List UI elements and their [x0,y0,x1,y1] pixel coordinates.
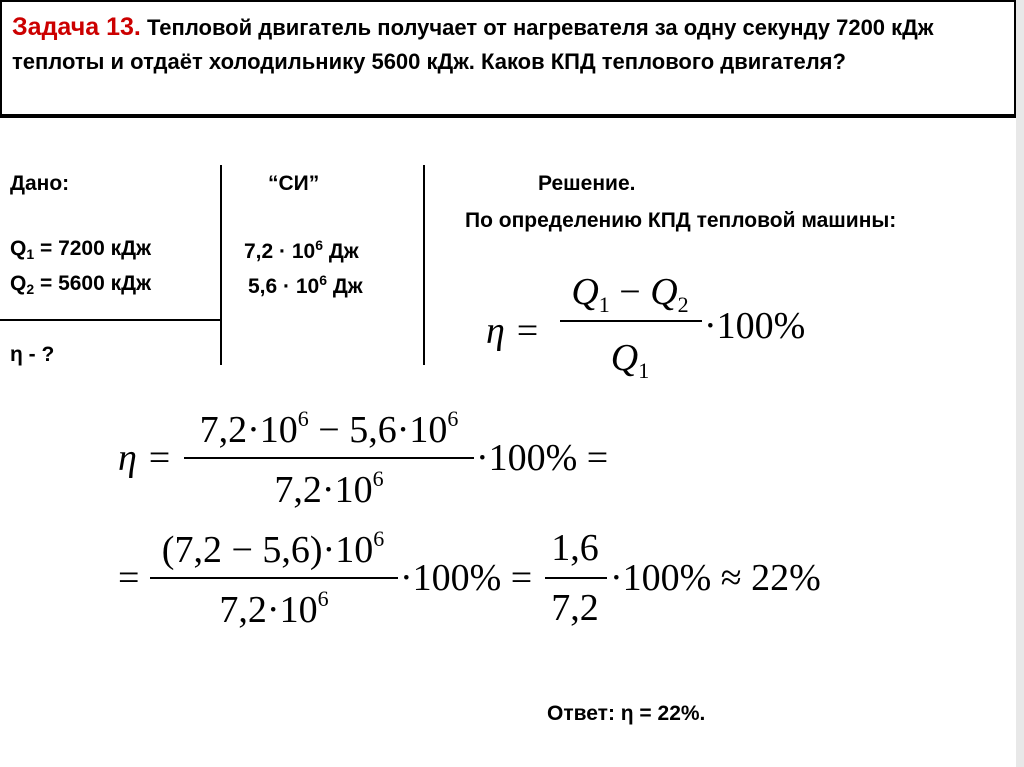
page-edge [1016,0,1024,767]
divider-si-solution [423,165,425,365]
step2-numerator: $(7,2 - 5,6)\cdot 10^6$ [161,526,385,571]
step2-denominator: $7,2\cdot 10^6$ [219,586,329,631]
step1-lhs: η = [118,437,172,479]
formula-fraction-bar [560,320,702,322]
divider-given-si [220,165,222,365]
step2-denominator-2: 7,2 [551,587,599,629]
given-find: η - ? [10,343,55,366]
solution-header: Решение. [538,172,636,195]
step2-lhs: = [118,557,140,599]
answer: Ответ: η = 22%. [547,702,706,725]
task-statement-box [0,0,1016,118]
task-text: Тепловой двигатель получает от нагревателя за одну секунду 7200 кДж теплоты и отдаёт холодильнику 5600 кДж. Каков КПД теплового двигателя? [12,15,934,74]
divider-given-find [0,319,222,321]
given-q2: $Q_2 = 5600$ кДж [10,272,151,297]
step1-denominator: $7,2\cdot 10^6$ [274,466,384,511]
step2-numerator-2: 1,6 [551,527,599,569]
solution-definition: По определению КПД тепловой машины: [465,209,897,232]
formula-lhs: η = [486,310,540,352]
step2-fraction-bar [150,577,398,579]
formula-denominator: $Q_1$ [610,337,650,383]
task-label: Задача 13. [12,13,141,41]
given-header: Дано: [10,172,70,195]
step1-numerator: $7,2\cdot 10^6 - 5,6\cdot 10^6$ [199,406,459,451]
step1-tail: ·100% = [476,437,609,479]
given-q1: $Q_1 = 7200$ кДж [10,237,151,262]
step1-fraction-bar [184,457,474,459]
si-q2: $5,6 \cdot 10^6$ Дж [248,272,363,298]
formula-numerator: $Q_1 - Q_2$ [571,271,689,317]
step2-tail: ·100% ≈ 22% [610,557,821,599]
formula-tail: ·100% [704,305,806,347]
step2-mid: ·100% = [400,557,533,599]
step2-fraction-bar-2 [545,577,607,579]
si-q1: $7,2 \cdot 10^6$ Дж [244,237,359,263]
si-header: “СИ” [268,172,320,195]
